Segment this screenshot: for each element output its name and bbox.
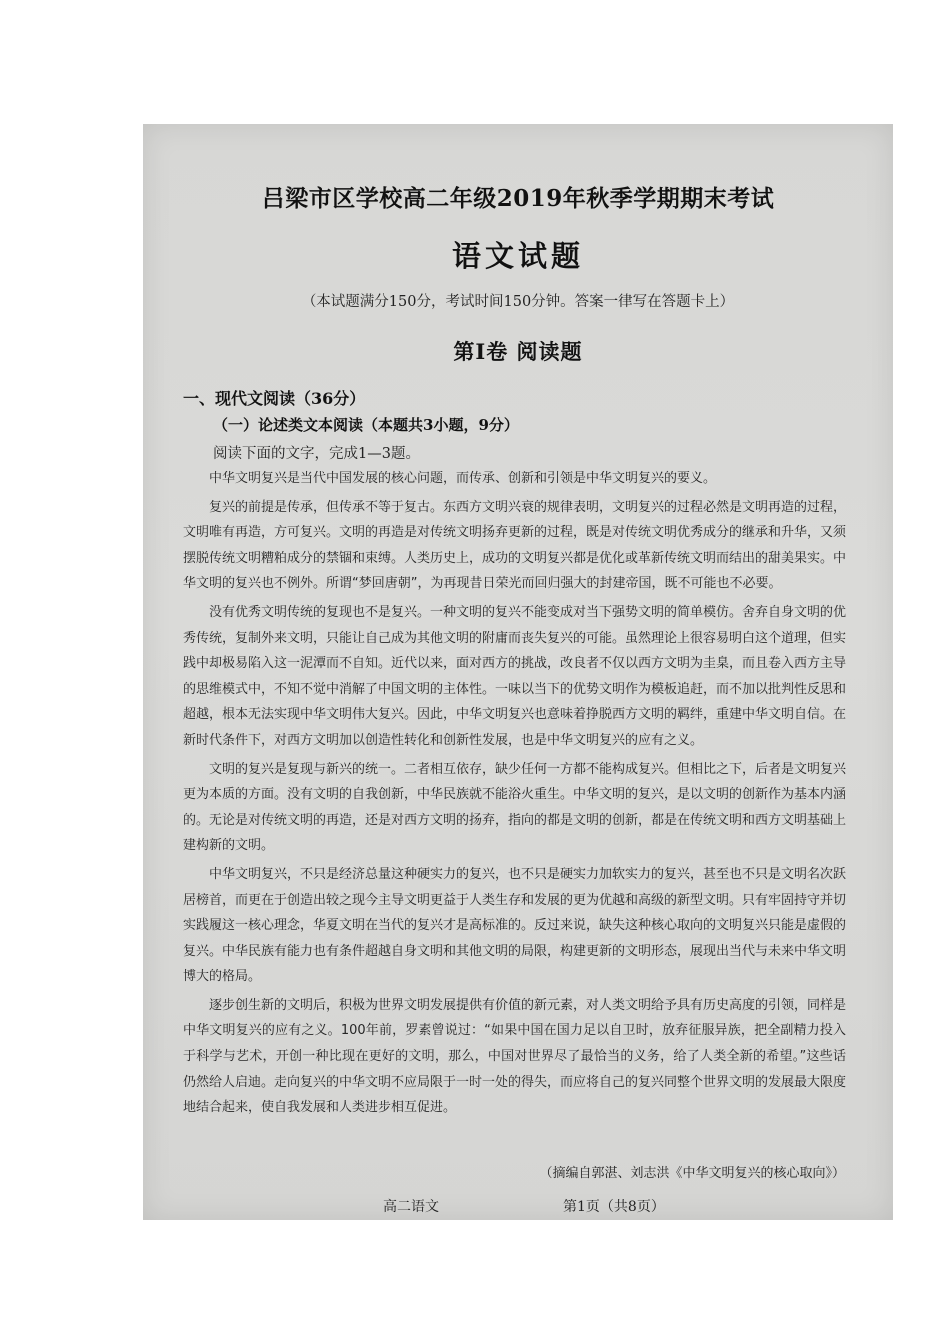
footer-page-number: 第1页（共8页） — [563, 1199, 665, 1215]
paragraph: 没有优秀文明传统的复现也不是复兴。一种文明的复兴不能变成对当下强势文明的简单模仿。舍弃自身文明的优秀传统，复制外来文明，只能让自己成为其他文明的附庸而丧失复兴的可能。虽然理论上很容易明白这个道理，但实践中却极易陷入这一泥潭而不自知。近代以来，面对西方的挑战，改良者不仅以西方文明为圭臬，而且卷入西方主导的思维模式中，不知不觉中消解了中国文明的主体性。一味以当下的优势文明作为模板追赶，而不加以批判性反思和超越，根本无法实现中华文明伟大复兴。因此，中华文明复兴也意味着挣脱西方文明的羁绊，重建中华文明自信。在新时代条件下，对西方文明加以创造性转化和创新性发展，也是中华文明复兴的应有之义。 — [183, 604, 847, 748]
exam-note: （本试题满分150分，考试时间150分钟。答案一律写在答题卡上） — [301, 294, 735, 310]
paragraph: 复兴的前提是传承，但传承不等于复古。东西方文明兴衰的规律表明，文明复兴的过程必然是文明再造的过程，文明唯有再造，方可复兴。文明的再造是对传统文明扬弃更新的过程，既是对传统文明优秀成分的继承和升华，又须摆脱传统文明糟粕成分的禁锢和束缚。人类历史上，成功的文明复兴都是优化或革新传统文明而结出的甜美果实。中华文明的复兴也不例外。所谓“梦回唐朝”，为再现昔日荣光而回归强大的封建帝国，既不可能也不必要。 — [183, 499, 847, 592]
paragraph: 逐步创生新的文明后，积极为世界文明发展提供有价值的新元素，对人类文明给予具有历史高度的引领，同样是中华文明复兴的应有之义。100年前，罗素曾说过：“如果中国在国力足以自卫时，放弃征服异族，把全副精力投入于科学与艺术，开创一种比现在更好的文明，那么，中国对世界尽了最恰当的义务，给了人类全新的希望。”这些话仍然给人启迪。走向复兴的中华文明不应局限于一时一处的得失，而应将自己的复兴同整个世界文明的发展最大限度地结合起来，使自我发展和人类进步相互促进。 — [183, 997, 847, 1116]
exam-title: 吕梁市区学校高二年级2019年秋季学期期末考试 — [261, 185, 775, 212]
reading-passage — [183, 466, 846, 1124]
paragraph: 中华文明复兴，不只是经济总量这种硬实力的复兴，也不只是硬实力加软实力的复兴，甚至也不只是文明名次跃居榜首，而更在于创造出较之现今主导文明更益于人类生存和发展的更为优越和高级的新型文明。只有牢固持守并切实践履这一核心理念，华夏文明在当代的复兴才是高标准的。反过来说，缺失这种核心取向的文明复兴只能是虚假的复兴。中华民族有能力也有条件超越自身文明和其他文明的局限，构建更新的文明形态，展现出当代与未来中华文明博大的格局。 — [183, 866, 847, 985]
exam-page — [143, 124, 893, 1220]
instruction-text: 阅读下面的文字，完成1—3题。 — [213, 446, 420, 462]
paragraph: 中华文明复兴是当代中国发展的核心问题，而传承、创新和引领是中华文明复兴的要义。 — [209, 471, 717, 486]
section-heading: 一、现代文阅读（36分） — [183, 389, 366, 408]
part-heading: 第Ⅰ卷 阅读题 — [453, 339, 583, 364]
sub-section-heading: （一）论述类文本阅读（本题共3小题，9分） — [213, 416, 519, 434]
exam-subject: 语文试题 — [451, 239, 584, 273]
source-citation: （摘编自郭湛、刘志洪《中华文明复兴的核心取向》） — [539, 1166, 845, 1181]
paragraph: 文明的复兴是复现与新兴的统一。二者相互依存，缺少任何一方都不能构成复兴。但相比之下，后者是文明复兴更为本质的方面。没有文明的自我创新，中华民族就不能浴火重生。中华文明的复兴，是以文明的创新作为基本内涵的。无论是对传统文明的再造，还是对西方文明的扬弃，指向的都是文明的创新，都是在传统文明和西方文明基础上建构新的文明。 — [183, 761, 847, 854]
footer-subject: 高二语文 — [383, 1199, 439, 1215]
